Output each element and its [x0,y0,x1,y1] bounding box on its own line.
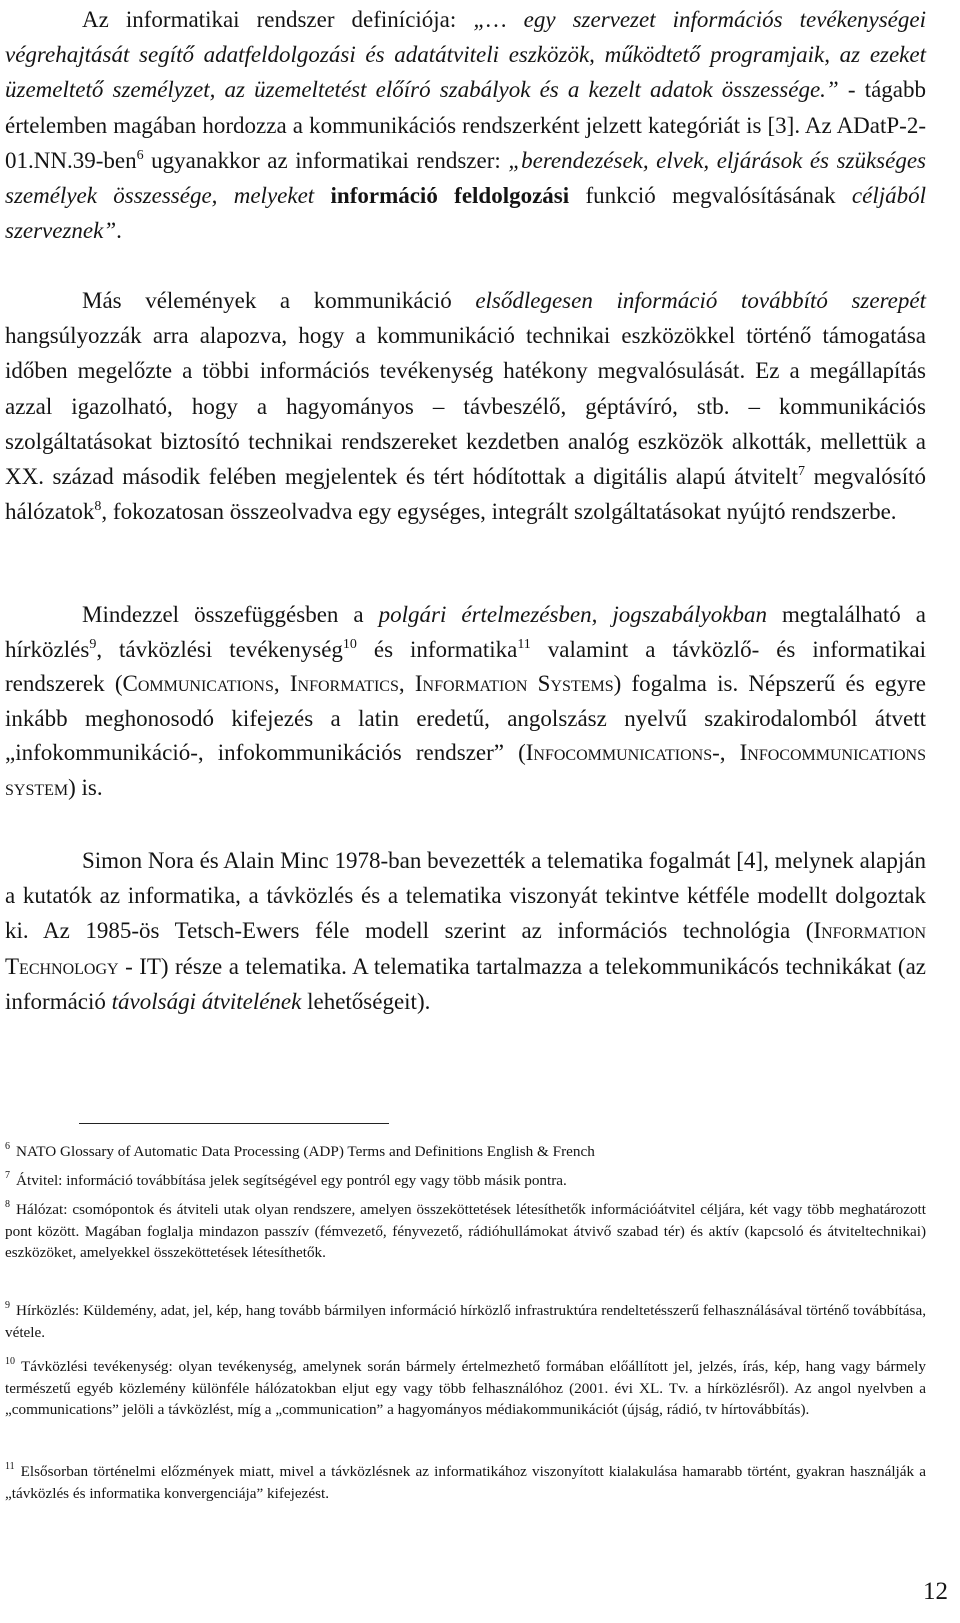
text-run: ugyanakkor az informatikai rendszer: [143,147,509,173]
footnote-text: Hírközlés: Küldemény, adat, jel, kép, hang tovább bármilyen információ hírközlő infrastruktúra rendeltetésszerű felhasználásával történő továbbítása, vétele. [5,1302,926,1341]
text-run: távolsági átvitelének [111,988,302,1014]
footnote-text: NATO Glossary of Automatic Data Processing (ADP) Terms and Definitions English & French [16,1143,595,1160]
text-run: Mindezzel összefüggésben a [82,602,379,627]
paragraph-telematics [5,843,926,1019]
page-number: 12 [923,1578,948,1605]
text-run: ) fogalma is. Népszerű és egyre inkább meghonosodó kifejezés a latin eredetű, angolszász nyelvű szakirodalomból átvett „infokommunikáció-, infokommunikációs rendszer” ( [5,671,927,766]
footnote-10 [5,1356,926,1421]
text-run: , fokozatosan összeolvadva egy egységes, integrált szolgáltatásokat nyújtó rendszerbe. [101,499,897,525]
footnote-text: Hálózat: csomópontok és átviteli utak olyan rendszere, amelyen összeköttetések létesíthetők információátvitel céljára, két vagy több meghatározott pont között. Magában foglalja mindazon passzív (fémvezető, fényvezető, rádióhullámokat átvivő szabad tér) és aktív (kapcsoló és átviteltechnikai) eszközöket, amelyekkel összeköttetések létesíthetők. [5,1201,926,1261]
footnote-7 [5,1170,926,1192]
footnote-number: 8 [5,1199,10,1210]
footnote-number: 9 [5,1300,10,1311]
text-run: Más vélemények a kommunikáció [82,288,476,313]
paragraph-legal-terms [5,598,926,806]
text-run: valamint a távközlő- és informatikai rendszerek ( [5,636,927,697]
footnote-text: Elsősorban történelmi előzmények miatt, mivel a távközlésnek az informatikához viszonyított kialakulása hamarabb történt, gyakran használják a „távközlés és informatika konvergenciája” kifejezést. [5,1463,926,1502]
footnote-11 [5,1461,926,1504]
text-run: megvalósító hálózatok [5,464,926,525]
footnote-number: 11 [5,1461,15,1472]
text-run: információ feldolgozási [330,183,570,209]
text-run: Az informatikai rendszer definíciója: [82,7,474,32]
text-run: . [116,218,122,244]
paragraph-communication [5,283,926,529]
text-run: Simon Nora és Alain Minc 1978-ban bevezették a telematika fogalmát [4], melynek alapján a kutatók az informatika, a távközlés és a telematika viszonyát tekintve kétféle modellt dolgoztak ki. Az 1985-ös Tetsch-Ewers féle modell szerint az információs technológia ( [5,848,926,944]
text-run: funkció megvalósításának [569,183,852,209]
text-run: - tágabb értelemben magában hordozza a kommunikációs rendszerként jelzett kategóriát is [3]. Az ADatP-2-01.NN.39-ben [5,77,927,173]
text-run: hangsúlyozzák arra alapozva, hogy a kommunikáció technikai eszközökkel történő támogatása időben megelőzte a többi információs tevékenység hatékony megvalósulását. Ez a megállapítás azzal igazolható, hogy a hagyományos – távbeszélő, géptávíró, stb. – kommunikációs szolgáltatásokat biztosító technikai rendszereket kezdetben analóg eszközök alkották, mellettük a XX. század második felében megjelentek és tért hódítottak a digitális alapú átvitelt [5,323,926,490]
footnote-number: 6 [5,1141,10,1152]
text-run: Information Technology [5,918,926,979]
footnote-text: Átvitel: információ továbbítása jelek segítségével egy pontról egy vagy több másik pontra. [16,1172,567,1189]
footnote-reference: 10 [342,636,357,652]
footnote-9 [5,1300,926,1343]
text-run: ) is. [68,774,103,800]
text-run: - IT) része a telematika. A telematika tartalmazza a telekommunikácós technikákat (az információ [5,953,926,1014]
footnote-reference: 7 [798,464,806,480]
text-run: „berendezések, elvek, eljárások és szükséges személyek összessége, melyeket [5,147,926,209]
text-run: polgári értelmezésben, jogszabályokban [378,602,767,627]
footnote-separator [79,1123,389,1124]
paragraph-definition [5,2,926,248]
text-run: Infocommunications-, Infocommunications system [5,740,926,800]
footnote-reference: 9 [89,636,97,652]
text-run: „… egy szervezet információs tevékenységei végrehajtását segítő adatfeldolgozási és adatátviteli eszközök, működtető programjaik, az ezeket üzemeltető személyzet, az üzemeltetést előíró szabályok és a kezelt adatok összessége.” [5,7,926,103]
footnote-reference: 11 [517,636,531,652]
text-run: , távközlési tevékenység [96,636,343,662]
footnote-6 [5,1141,926,1163]
text-run [314,183,330,208]
text-run: megtalálható a hírközlés [5,602,926,662]
text-run: céljából szerveznek” [5,183,927,244]
text-run: és informatika [356,636,518,662]
footnote-8 [5,1199,926,1264]
text-run: Communications, Informatics, Information Systems [122,671,614,697]
footnote-text: Távközlési tevékenység: olyan tevékenység, amelynek során bármely értelmezhető formában előállított jel, jelzés, írás, kép, hang vagy bármely természetű egyéb közlemény különféle hálózatokban eljut egy vagy több felhasználóhoz (2001. évi XL. Tv. a hírközlésről). Az angol nyelvben a „communications” jelöli a távközlést, míg a „communication” a hagyományos médiakommunikációt (újság, rádió, tv hírtovábbítás). [5,1358,926,1418]
footnote-reference: 6 [136,147,144,163]
text-run: lehetőségeit). [301,988,431,1014]
footnote-number: 10 [5,1356,15,1367]
footnote-number: 7 [5,1170,10,1181]
footnote-reference: 8 [94,499,102,515]
text-run: elsődlegesen információ továbbító szerepét [475,288,926,313]
